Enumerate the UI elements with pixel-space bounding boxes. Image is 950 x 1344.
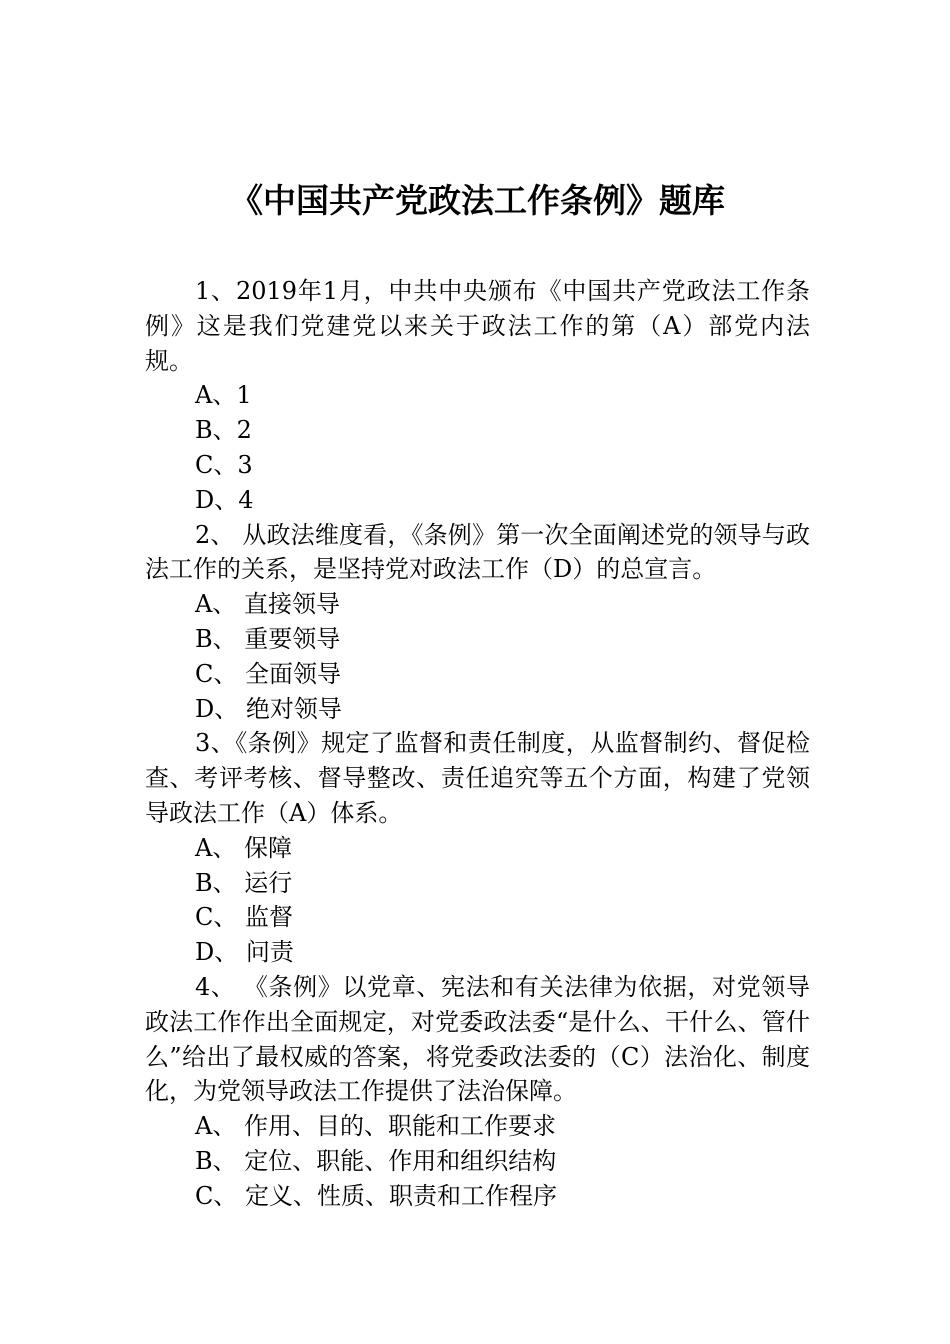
question-text: 2、 从政法维度看，《条例》第一次全面阐述党的领导与政法工作的关系，是坚持党对政法工作（D）的总宣言。 bbox=[145, 520, 810, 584]
option-c: C、 全面领导 bbox=[195, 659, 341, 688]
document-page bbox=[145, 178, 810, 1214]
option-a: A、 作用、目的、职能和工作要求 bbox=[195, 1112, 556, 1141]
question-text: 1、2019年1月，中共中央颁布《中国共产党政法工作条例》这是我们党建党以来关于政法工作的第（A）部党内法规。 bbox=[145, 277, 810, 375]
question-3 bbox=[145, 726, 810, 970]
question-4 bbox=[145, 970, 810, 1214]
option-b: B、 重要领导 bbox=[195, 624, 341, 653]
option-a: A、1 bbox=[195, 381, 252, 410]
option-d: D、 问责 bbox=[195, 938, 294, 967]
option-c: C、 监督 bbox=[195, 903, 293, 932]
option-c: C、3 bbox=[195, 450, 253, 479]
option-b: B、 运行 bbox=[195, 868, 293, 897]
option-d: D、4 bbox=[195, 485, 254, 514]
question-text: 4、 《条例》以党章、宪法和有关法律为依据，对党领导政法工作作出全面规定，对党委政法委“是什么、干什么、管什么”给出了最权威的答案，将党委政法委的（C）法治化、制度化，为党领导政法工作提供了法治保障。 bbox=[145, 972, 810, 1106]
question-text: 3、《条例》规定了监督和责任制度，从监督制约、督促检查、考评考核、督导整改、责任追究等五个方面，构建了党领导政法工作（A）体系。 bbox=[145, 729, 810, 827]
option-d: D、 绝对领导 bbox=[195, 694, 342, 723]
option-b: B、2 bbox=[195, 416, 252, 445]
option-a: A、 保障 bbox=[195, 833, 292, 862]
option-b: B、 定位、职能、作用和组织结构 bbox=[195, 1146, 557, 1175]
document-title: 《中国共产党政法工作条例》题库 bbox=[230, 181, 725, 220]
question-1 bbox=[145, 274, 810, 518]
option-c: C、 定义、性质、职责和工作程序 bbox=[195, 1181, 557, 1210]
option-a: A、 直接领导 bbox=[195, 590, 340, 619]
question-2 bbox=[145, 518, 810, 727]
